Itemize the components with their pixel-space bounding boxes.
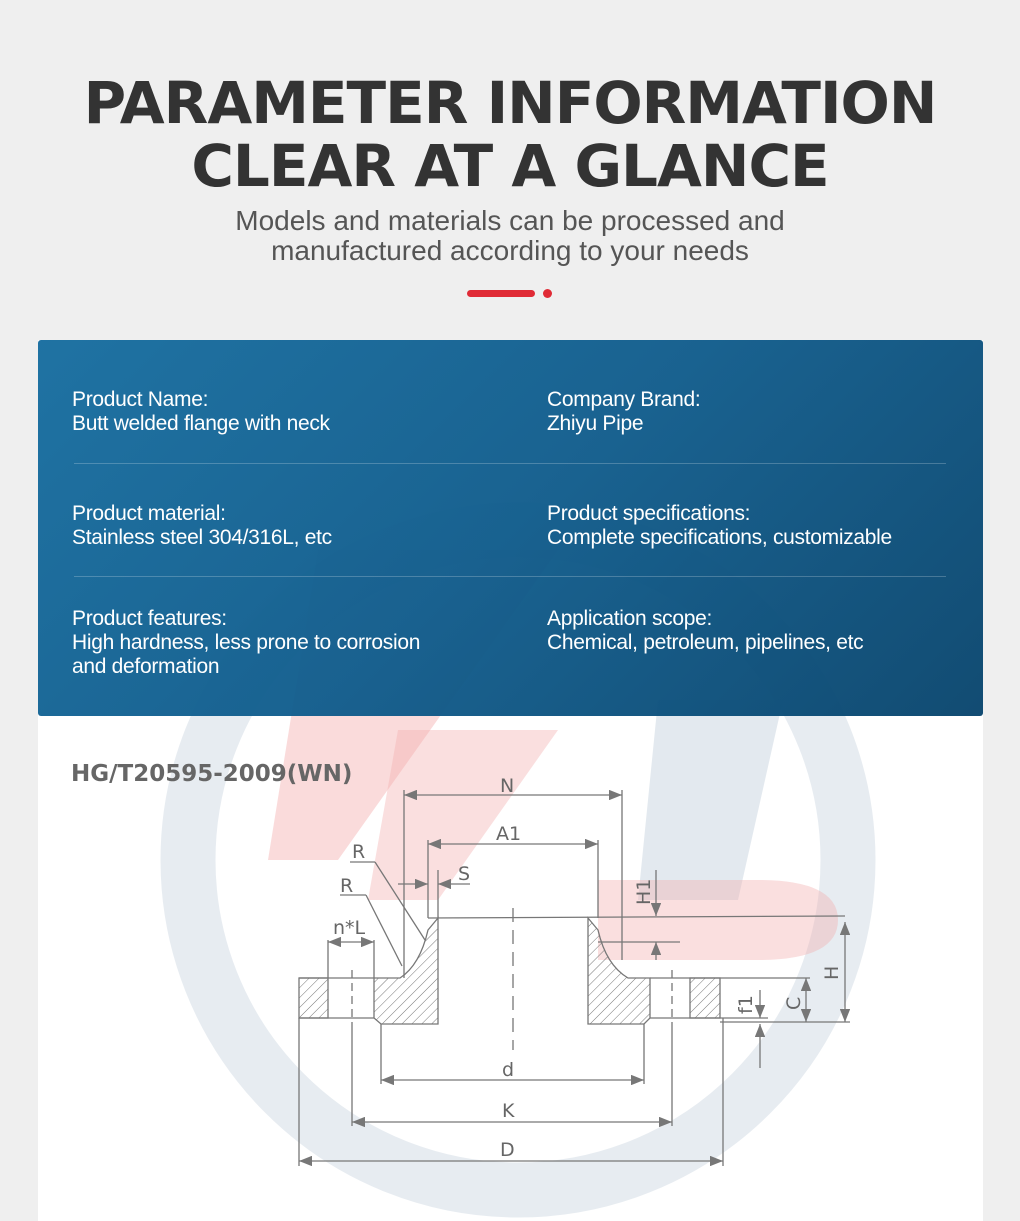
dim-label-N: N bbox=[500, 775, 515, 797]
dim-label-A1: A1 bbox=[496, 823, 522, 845]
info-value: Complete specifications, customizable bbox=[547, 526, 892, 549]
flange-drawing bbox=[38, 340, 983, 1221]
dim-label-nL: n*L bbox=[333, 917, 366, 939]
content-card bbox=[38, 340, 983, 1221]
info-label: Product Name: bbox=[72, 388, 209, 411]
accent-dot bbox=[543, 289, 552, 298]
dim-label-H1: H1 bbox=[633, 878, 655, 905]
dim-label-C: C bbox=[783, 996, 805, 1010]
dim-label-S: S bbox=[458, 863, 471, 885]
dim-label-R-lower: R bbox=[340, 875, 354, 897]
dim-label-H: H bbox=[821, 965, 843, 980]
info-label: Product material: bbox=[72, 502, 226, 525]
info-value: Butt welded flange with neck bbox=[72, 412, 330, 435]
info-value: Zhiyu Pipe bbox=[547, 412, 644, 435]
accent-bar bbox=[467, 290, 535, 297]
info-value: High hardness, less prone to corrosion and deformation bbox=[72, 631, 421, 678]
info-label: Product specifications: bbox=[547, 502, 751, 525]
info-label: Product features: bbox=[72, 607, 227, 630]
bolt-hole-section-right bbox=[690, 978, 720, 1018]
info-label: Application scope: bbox=[547, 607, 713, 630]
info-value: Stainless steel 304/316L, etc bbox=[72, 526, 332, 549]
dim-label-K: K bbox=[502, 1100, 515, 1122]
bolt-hole-section-left bbox=[299, 978, 328, 1018]
info-value: Chemical, petroleum, pipelines, etc bbox=[547, 631, 864, 654]
page-title-line2: CLEAR AT A GLANCE bbox=[191, 132, 829, 200]
subtitle-line2: manufactured according to your needs bbox=[271, 235, 749, 266]
standard-label: HG/T20595-2009(WN) bbox=[71, 761, 353, 787]
page-title-line1: PARAMETER INFORMATION bbox=[83, 69, 937, 137]
dim-label-f1: f1 bbox=[735, 995, 757, 1014]
dim-label-d: d bbox=[502, 1059, 515, 1081]
dim-label-R-upper: R bbox=[352, 841, 366, 863]
info-label: Company Brand: bbox=[547, 388, 701, 411]
dim-label-D: D bbox=[500, 1139, 515, 1161]
subtitle-line1: Models and materials can be processed and bbox=[235, 205, 785, 236]
